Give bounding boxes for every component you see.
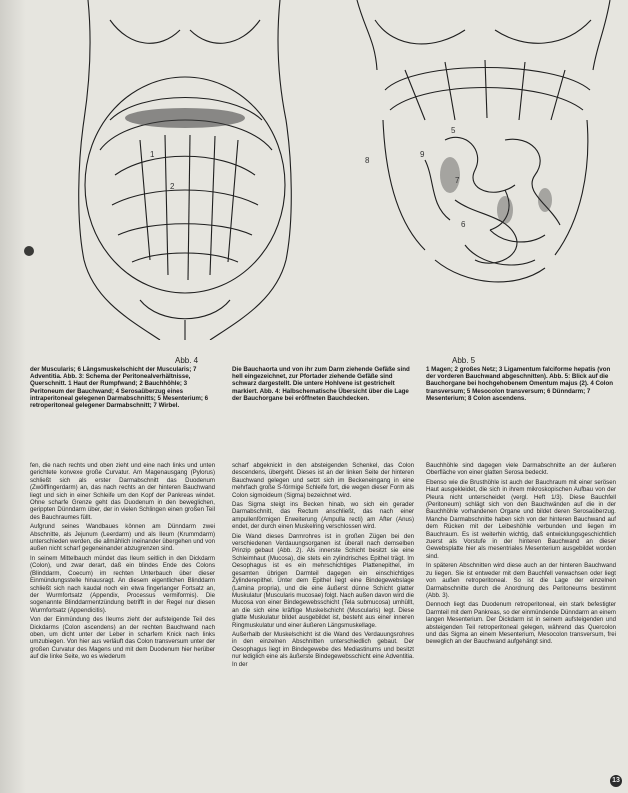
figure-5-drawing <box>355 0 620 300</box>
paragraph: In späteren Abschnitten wird diese auch an der hinteren Bauchwand zu liegen. Sie ist entweder mit dem Bauchfell verwachsen oder liegt von außen retroperitoneal. So ist die Lage der einzelnen Darmabschnitte durch die Anordnung des Peritoneums bestimmt (Abb. 3). <box>426 562 616 599</box>
paragraph: Außerhalb der Muskelschicht ist die Wand des Verdauungsrohres in den einzelnen Abschnitten unterschiedlich gebaut. Der Oesophagus liegt im Bindegewebe des Mediastinums und besitzt nur lediglich eine als äußerste Bindegewebsschicht eine Adventitia. In der <box>232 630 414 668</box>
figure-5-number-5: 5 <box>451 126 456 135</box>
page-edge-shadow <box>0 0 26 793</box>
binder-hole <box>24 246 34 256</box>
page-number: 13 <box>610 775 622 787</box>
text-column-middle <box>232 462 414 670</box>
paragraph: Bauchhöhle sind dagegen viele Darmabschnitte an der äußeren Oberfläche von einer glatten Serosa bedeckt. <box>426 462 616 477</box>
figure-5-number-9: 9 <box>420 150 425 159</box>
text-column-right <box>426 462 616 648</box>
figure-5-number-6: 6 <box>461 220 466 229</box>
figure-5 <box>355 0 620 300</box>
paragraph: Aufgrund seines Wandbaues können am Dünndarm zwei Abschnitte, als Jejunum (Leerdarm) und als Ileum (Krummdarm) unterschieden werden, die allmählich ineinander übergehen und von außen nicht scharf gegeneinander abzugrenzen sind. <box>30 523 215 553</box>
caption-right: 1 Magen; 2 großes Netz; 3 Ligamentum falciforme hepatis (von der vorderen Bauchwand abgeschnitten). Abb. 5: Blick auf die Bauchorgane bei hochgehobenem Omentum majus (2). 4 Colon transversum; 5 Mesocolon transversum; 6 Dünndarm; 7 Mesenterium; 8 Colon ascendens. <box>426 366 614 402</box>
figure-4 <box>40 0 330 340</box>
paragraph: Die Wand dieses Darmrohres ist in großen Zügen bei den verschiedenen Verdauungsorganen ist überall nach demselben Prinzip gebaut (Abb. 2). Als innerste Schicht besitzt sie eine Schleimhaut (Mucosa), die stets ein zylindrisches Epithel trägt. Im Oesophagus ist es ein mehrschichtiges Plattenepithel, im gesamten übrigen Darmteil dagegen ein einschichtiges Zylinderepithel. Unter dem Epithel liegt eine Bindegewebslage (Lamina propria), und die eine äußerst dünne Schicht glatter Muskulatur (Muscularis mucosae) folgt. Nach außen davon wird die Mucosa von einer Bindegewebsschicht (Tela submucosa) umhüllt, an die sich eine kräftige Muskelschicht (Muscularis) legt. Diese glatte Muskulatur bildet ausgebildet ist, besteht aus einer inneren Ringmuskulatur und einer äußeren Längsmuskellage. <box>232 532 414 629</box>
caption-middle: Die Bauchaorta und von ihr zum Darm ziehende Gefäße sind hell eingezeichnet, zur Pfortader ziehende Gefäße sind schwarz dargestellt. Die untere Hohlvene ist gestrichelt markiert. Abb. 4: Halbschematische Übersicht über die Lage der Bauchorgane bei eröffneten Bauchdecken. <box>232 366 410 402</box>
caption-left: der Muscularis; 6 Längsmuskelschicht der Muscularis; 7 Adventitia. Abb. 3: Schema der Peritonealverhältnisse, Querschnitt. 1 Haut der Rumpfwand; 2 Bauchhöhle; 3 Peritoneum der Bauchwand; 4 Serosaüberzug eines intraperitoneal gelegenen Darmabschnitts; 5 Mesenterium; 6 retroperitoneal gelegener Darmabschnitt; 7 Wirbel. <box>30 366 209 410</box>
figure-4-number-1: 1 <box>150 150 155 159</box>
paragraph: Von der Einmündung des Ileums zieht der aufsteigende Teil des Dickdarms (Colon ascendens) an der rechten Bauchwand nach oben, um dicht unter der Leber in scharfem Knick nach links umzubiegen. Von hier aus verläuft das Colon transversum unter der großen Curvatur des Magens und mit dem Duodenum hier herüber auf die linke Seite, wo es wiederum <box>30 616 215 661</box>
figure-5-number-7: 7 <box>455 176 460 185</box>
paragraph: Das Sigma steigt ins Becken hinab, wo sich ein gerader Darmabschnitt, das Rectum anschließt, das nach einer ampullenförmigen Erweiterung (Ampulla recti) am After (Anus) endet, der durch einen Muskelring verschlossen wird. <box>232 501 414 531</box>
paragraph: scharf abgeknickt in den absteigenden Schenkel, das Colon descendens, übergeht. Dieses ist an der linken Seite der hinteren Bauchwand gelegen und setzt sich im Beckeneingang in eine mehrfach große S-förmige Schleife fort, die wegen dieser Form als Colon sigmoideum (Sigma) bezeichnet wird. <box>232 462 414 499</box>
text-column-left <box>30 462 215 663</box>
paragraph: Dennoch liegt das Duodenum retroperitoneal, ein stark befestigter Darmteil mit dem Pankreas, so der einmündende Dünndarm an einem langen Mesenterium. Der Dickdarm ist in seinem aufsteigenden und absteigenden Teil retroperitoneal gelegen, während das Quercolon und das Sigma an einem Mesenterium, Mesocolon transversum, frei beweglich an der Bauchwand aufgehängt sind. <box>426 601 616 646</box>
figure-5-number-8: 8 <box>365 156 370 165</box>
figure-4-drawing <box>40 0 330 340</box>
paragraph: In seinem Mittelbauch mündet das Ileum seitlich in den Dickdarm (Colon), und zwar derart, daß ein blindes Ende des Colons (Blinddarm, Coecum) im rechten Unterbauch über dieser Einmündungsstelle hinausragt. An diesem eigentlichen Blinddarm schließt sich nach kaudal noch ein etwa fingerlanger Fortsatz an, der Wurmfortsatz (Appendix, Processus vermiformis). Die sogenannte Blinddarmentzündung betrifft in der Regel nur diesen Wurmfortsatz (Appendicitis). <box>30 554 215 614</box>
paragraph: Ebenso wie die Brusthöhle ist auch der Bauchraum mit einer serösen Haut ausgekleidet, die sich in ihrem mikroskopischen Aufbau von der Pleura nicht unterscheidet (vergl. Heft 1/3). Diese Bauchfell (Peritoneum) schlägt sich von den Bauchwänden auf die in der Bauchhöhle vorhandenen Organe und bildet deren Serosaüberzug. Manche Darmabschnitte haben sich von der hinteren Bauchwand auf dem Rücken mit der Leibeshöhle verbunden und liegen im Bauchraum. Es ist weiterhin wichtig, daß entwicklungsgeschichtlich zuerst als Vorstufe in der hinteren Bauchwand an dieser Gewebsplatte hier als mesentriales Mesenterium ausgebildet worden sind. <box>426 478 616 560</box>
figure-5-label: Abb. 5 <box>452 356 476 365</box>
figure-4-number-2: 2 <box>170 182 175 191</box>
paragraph: fen, die nach rechts und oben zieht und eine nach links und unten gerichtete konvexe große Curvatur. Am Magenausgang (Pylorus) schließt sich als erster Darmabschnitt das Duodenum (Zwölffingerdarm) an, das nach rechts an der hinteren Bauchwand liegt und sich in einer Schleife um den Kopf der Pankreas windet. Ohne scharfe Grenze geht das Duodenum in den beweglichen, gerippten Dünndarm über, der in vielen Schlingen einen großen Teil des Bauchraumes füllt. <box>30 462 215 521</box>
figure-4-label: Abb. 4 <box>175 356 199 365</box>
